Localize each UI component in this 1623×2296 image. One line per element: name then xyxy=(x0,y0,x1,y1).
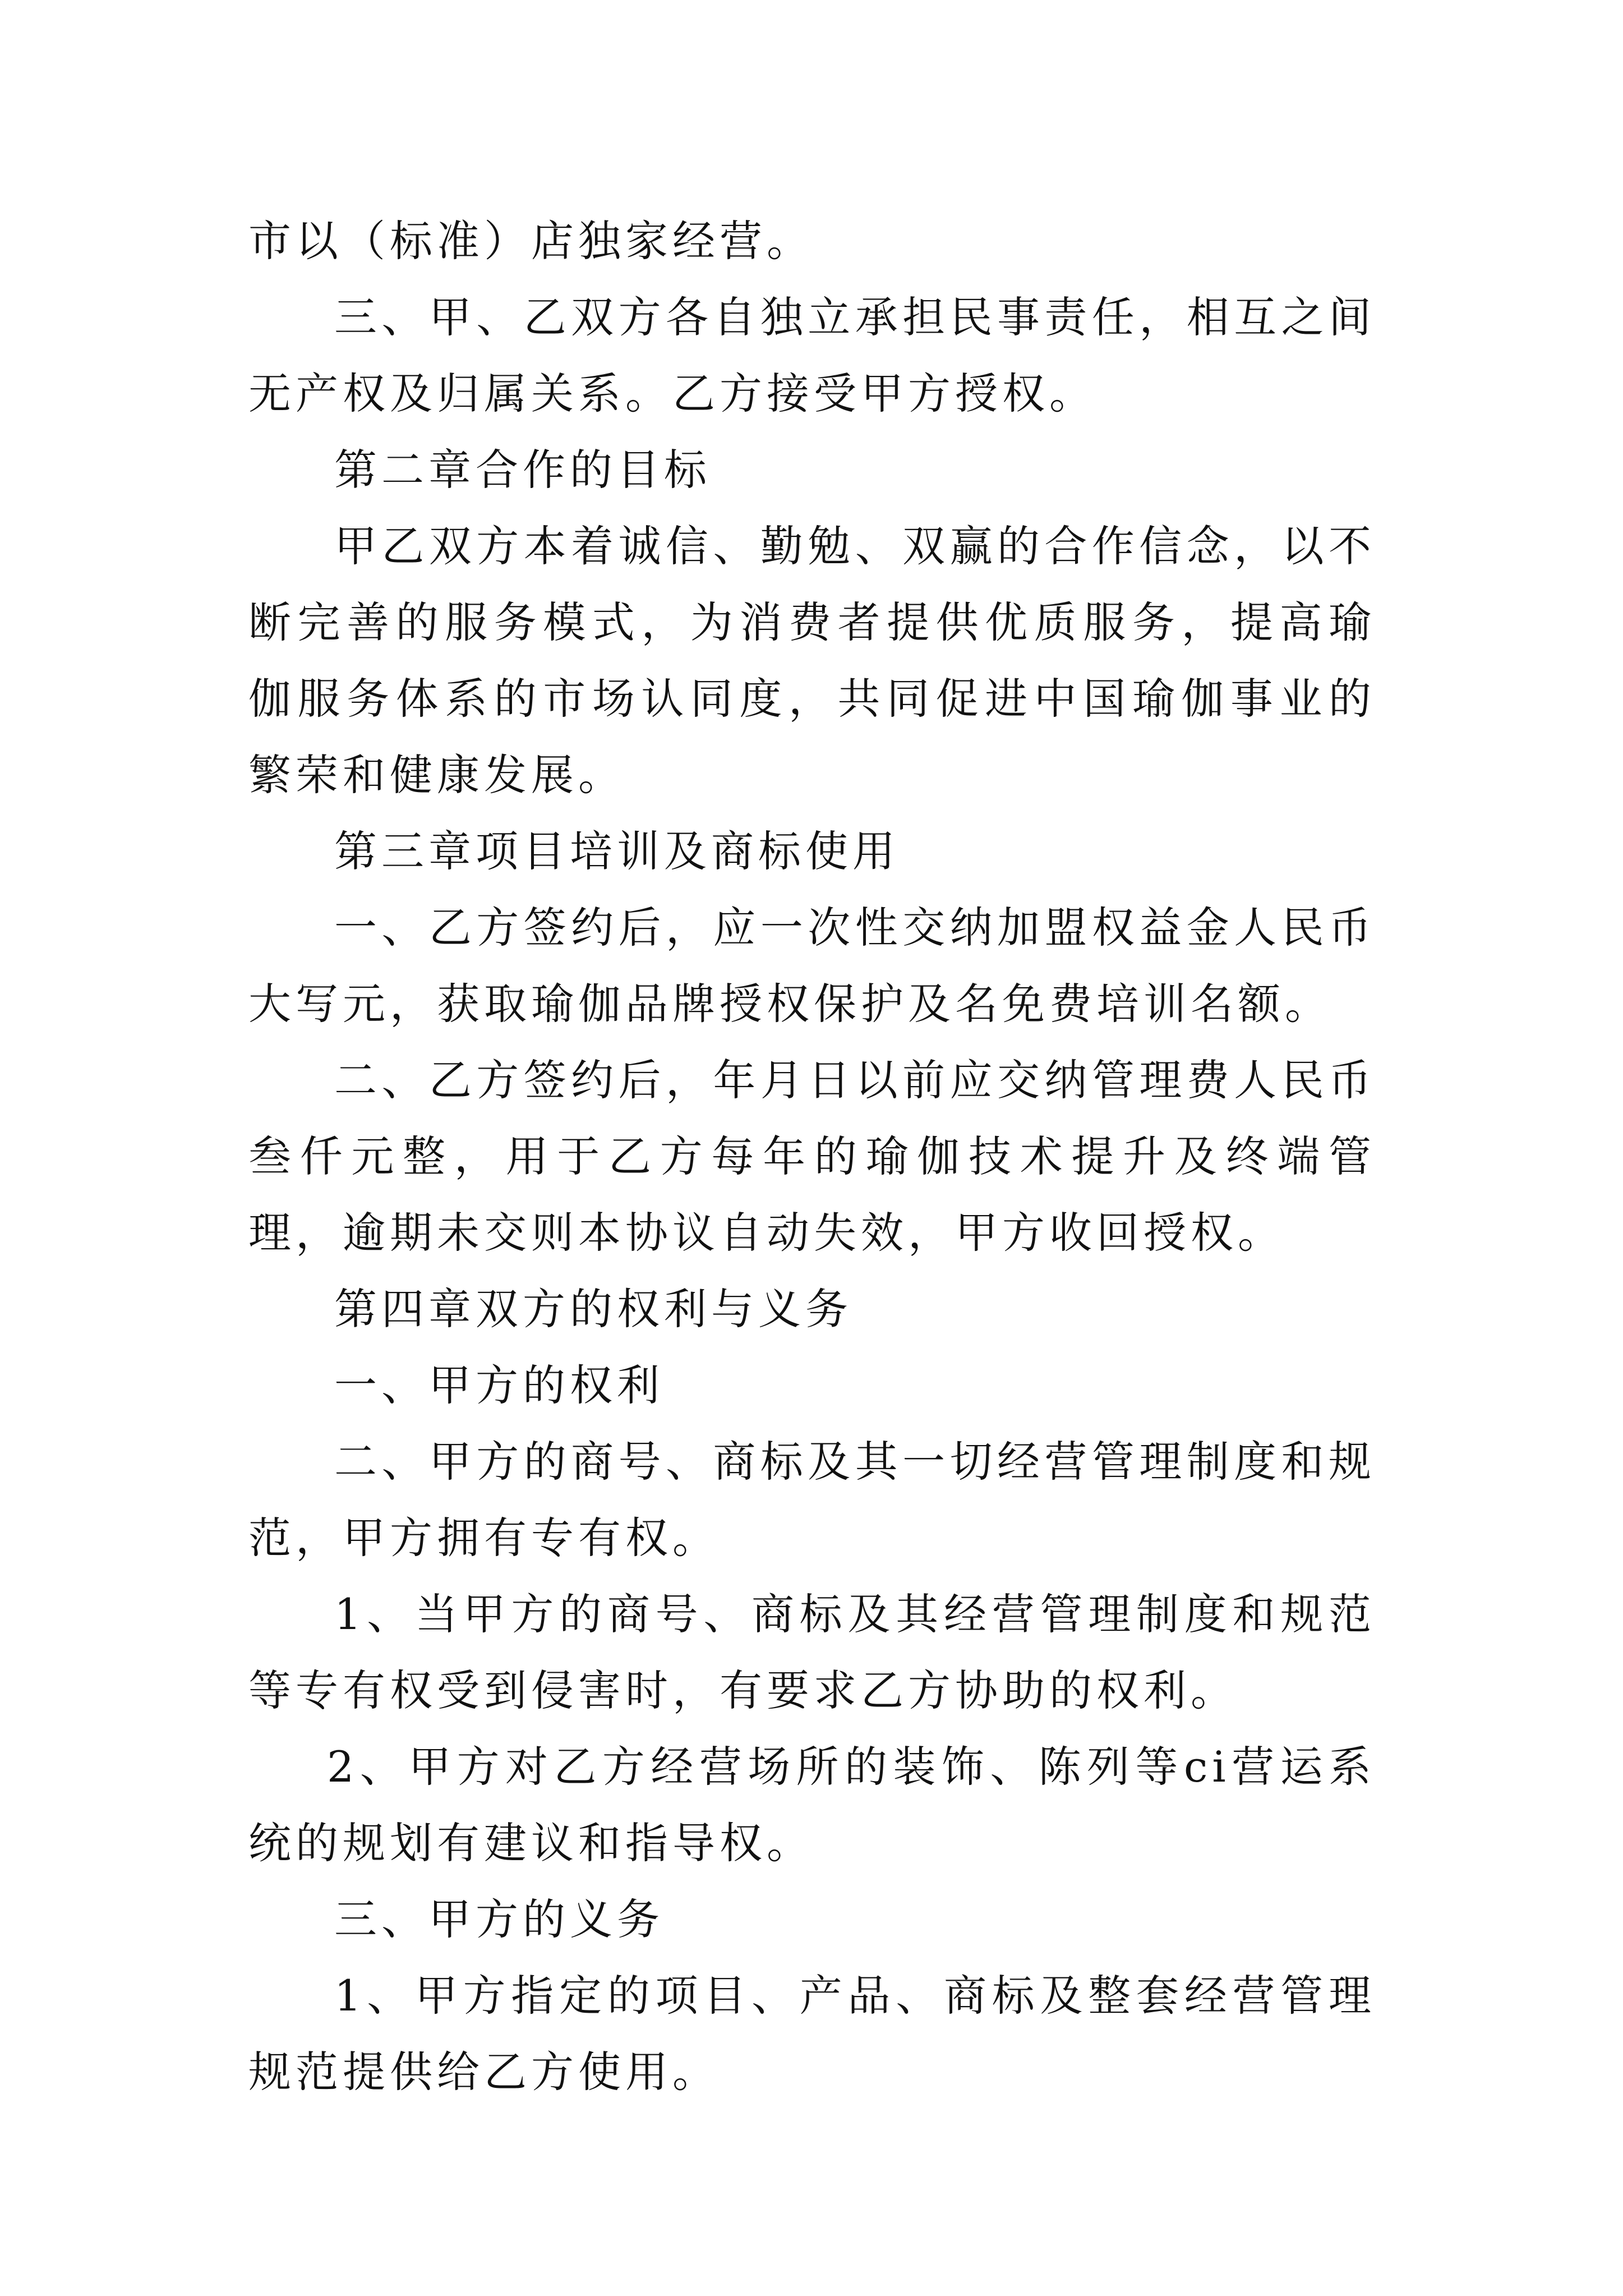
paragraph-infringement-assistance: 1、当甲方的商号、商标及其经营管理制度和规范等专有权受到侵害时，有要求乙方协助的权利。 xyxy=(248,1589,1376,1715)
paragraph-franchise-fee: 一、乙方签约后，应一次性交纳加盟权益金人民币大写元，获取瑜伽品牌授权保护及名免费培训名额。 xyxy=(248,903,1376,1029)
paragraph-management-fee: 二、乙方签约后，年月日以前应交纳管理费人民币叁仟元整，用于乙方每年的瑜伽技术提升及终端管理，逾期未交则本协议自动失效，甲方收回授权。 xyxy=(248,1055,1376,1258)
chapter-3-heading: 第三章项目培训及商标使用 xyxy=(334,826,900,876)
paragraph-independent-liability: 三、甲、乙双方各自独立承担民事责任，相互之间无产权及归属关系。乙方接受甲方授权。 xyxy=(248,292,1376,418)
paragraph-ci-guidance: 2、甲方对乙方经营场所的装饰、陈列等ci营运系统的规划有建议和指导权。 xyxy=(248,1742,1376,1868)
section-party-a-rights: 一、甲方的权利 xyxy=(334,1360,664,1410)
chapter-2-heading: 第二章合作的目标 xyxy=(334,445,711,495)
paragraph-exclusive-operation: 市以（标准）店独家经营。 xyxy=(248,216,814,266)
chapter-4-heading: 第四章双方的权利与义务 xyxy=(334,1284,852,1334)
document-body xyxy=(248,203,1376,2110)
paragraph-exclusive-rights: 二、甲方的商号、商标及其一切经营管理制度和规范，甲方拥有专有权。 xyxy=(248,1437,1376,1563)
paragraph-cooperation-goal: 甲乙双方本着诚信、勤勉、双赢的合作信念，以不断完善的服务模式，为消费者提供优质服务，提高瑜伽服务体系的市场认同度，共同促进中国瑜伽事业的繁荣和健康发展。 xyxy=(248,521,1376,800)
section-party-a-obligations: 三、甲方的义务 xyxy=(334,1894,664,1944)
paragraph-provide-system: 1、甲方指定的项目、产品、商标及整套经营管理规范提供给乙方使用。 xyxy=(248,1971,1376,2097)
